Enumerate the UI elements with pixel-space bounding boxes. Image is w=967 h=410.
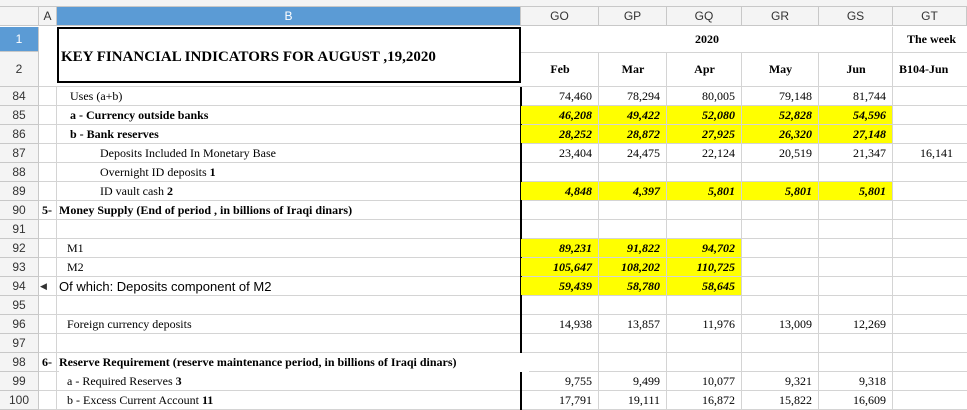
month-apr[interactable]: Apr — [694, 62, 715, 76]
row-marker-icon: ◀ — [40, 281, 47, 291]
cell-value[interactable]: 79,148 — [779, 88, 812, 103]
cell-value[interactable]: 52,080 — [667, 106, 741, 124]
cell-value[interactable]: 23,404 — [559, 145, 592, 160]
row-header-90[interactable]: 90 — [0, 201, 39, 220]
cell-value[interactable]: 94,702 — [667, 239, 741, 257]
week-b104-jun[interactable]: B104-Jun — [899, 62, 949, 76]
sheet-title[interactable] — [57, 27, 521, 83]
cell-value[interactable]: 14,938 — [559, 316, 592, 331]
label-excess-current-account[interactable] — [67, 391, 507, 410]
cell-value[interactable]: 15,822 — [779, 392, 812, 407]
cell-value[interactable]: 105,647 — [521, 258, 598, 276]
column-header-a[interactable]: A — [39, 7, 57, 26]
column-header-b[interactable]: B — [57, 7, 521, 26]
row-header-88[interactable]: 88 — [0, 163, 39, 182]
cell-value[interactable]: 81,744 — [853, 88, 886, 103]
cell-value[interactable]: 26,320 — [742, 125, 818, 143]
row-header-2[interactable]: 2 — [0, 52, 39, 87]
cell-value[interactable]: 13,009 — [779, 316, 812, 331]
label-uses[interactable]: Uses (a+b) — [70, 89, 123, 103]
label-currency-outside-banks[interactable]: a - Currency outside banks — [70, 108, 209, 122]
row-header-97[interactable]: 97 — [0, 334, 39, 353]
cell-value[interactable]: 5,801 — [742, 182, 818, 200]
cell-value[interactable]: 17,791 — [559, 392, 592, 407]
cell-value[interactable]: 11,976 — [702, 316, 735, 331]
cell-value[interactable]: 28,252 — [521, 125, 598, 143]
year-header[interactable]: 2020 — [695, 32, 719, 46]
footnote-ref: 2 — [166, 184, 173, 198]
cell-value[interactable]: 27,925 — [667, 125, 741, 143]
label-overnight-deposits[interactable] — [100, 163, 510, 182]
section-number-5[interactable]: 5- — [42, 203, 52, 217]
cell-value[interactable]: 19,111 — [627, 392, 660, 407]
cell-value[interactable]: 54,596 — [819, 106, 892, 124]
row-header-99[interactable]: 99 — [0, 372, 39, 391]
cell-value[interactable]: 89,231 — [521, 239, 598, 257]
cell-value[interactable]: 4,397 — [599, 182, 666, 200]
row-header-89[interactable]: 89 — [0, 182, 39, 201]
footnote-ref: 1 — [209, 165, 216, 179]
cell-value[interactable]: 24,475 — [627, 145, 660, 160]
cell-value[interactable]: 110,725 — [667, 258, 741, 276]
cell-value[interactable]: 91,822 — [599, 239, 666, 257]
row-header-92[interactable]: 92 — [0, 239, 39, 258]
select-all-corner[interactable] — [0, 7, 39, 26]
cell-value[interactable]: 21,347 — [853, 145, 886, 160]
cell-value[interactable]: 9,318 — [859, 373, 886, 388]
cell-value[interactable]: 52,828 — [742, 106, 818, 124]
cell-value[interactable]: 59,439 — [521, 277, 598, 295]
label-excess-current-account-text: b - Excess Current Account — [67, 393, 199, 407]
row-header-91[interactable]: 91 — [0, 220, 39, 239]
column-header-gp[interactable]: GP — [599, 7, 667, 26]
cell-value[interactable]: 49,422 — [599, 106, 666, 124]
label-required-reserves-text: a - Required Reserves — [67, 374, 173, 388]
row-header-86[interactable]: 86 — [0, 125, 39, 144]
cell-value[interactable]: 12,269 — [853, 316, 886, 331]
cell-value[interactable]: 9,499 — [633, 373, 660, 388]
column-header-gq[interactable]: GQ — [667, 7, 742, 26]
label-overnight-deposits-text: Overnight ID deposits — [100, 165, 207, 179]
row-header-85[interactable]: 85 — [0, 106, 39, 125]
cell-value[interactable]: 46,208 — [521, 106, 598, 124]
cell-value[interactable]: 10,077 — [702, 373, 735, 388]
top-strip — [0, 0, 967, 7]
column-header-gt[interactable]: GT — [893, 7, 967, 26]
column-header-go[interactable]: GO — [521, 7, 599, 26]
row-header-93[interactable]: 93 — [0, 258, 39, 277]
cell-value[interactable]: 74,460 — [559, 88, 592, 103]
cell-value[interactable]: 58,645 — [667, 277, 741, 295]
cell-value[interactable]: 13,857 — [627, 316, 660, 331]
footnote-ref: 11 — [201, 393, 214, 407]
cell-value[interactable]: 20,519 — [779, 145, 812, 160]
label-vault-cash-text: ID vault cash — [100, 184, 164, 198]
row-header-96[interactable]: 96 — [0, 315, 39, 334]
label-deposits-monetary-base[interactable]: Deposits Included In Monetary Base — [100, 146, 276, 160]
cell-value[interactable]: 27,148 — [819, 125, 892, 143]
row-header-100[interactable]: 100 — [0, 391, 39, 410]
cell-value[interactable]: 9,755 — [565, 373, 592, 388]
month-mar[interactable]: Mar — [621, 62, 645, 76]
row-header-87[interactable]: 87 — [0, 144, 39, 163]
month-may[interactable]: May — [768, 62, 793, 76]
row-header-84[interactable]: 84 — [0, 87, 39, 106]
week-header[interactable]: The week — [907, 32, 956, 46]
section-reserve-requirement[interactable]: Reserve Requirement (reserve maintenance period, in billions of Iraqi dinars) — [59, 353, 529, 372]
cell-value[interactable]: 108,202 — [599, 258, 666, 276]
label-vault-cash[interactable] — [100, 182, 510, 201]
section-number-6[interactable]: 6- — [42, 355, 52, 369]
cell-value[interactable]: 22,124 — [702, 145, 735, 160]
label-bank-reserves[interactable]: b - Bank reserves — [70, 127, 159, 141]
month-feb[interactable]: Feb — [550, 62, 570, 76]
cell-value[interactable]: 80,005 — [702, 88, 735, 103]
label-m2[interactable]: M2 — [67, 260, 84, 274]
cell-value[interactable]: 16,141 — [920, 145, 953, 160]
cell-value[interactable]: 9,321 — [785, 373, 812, 388]
cell-value[interactable]: 4,848 — [521, 182, 598, 200]
row-header-1[interactable]: 1 — [0, 27, 39, 52]
row-header-98[interactable]: 98 — [0, 353, 39, 372]
sheet-title-text: KEY FINANCIAL INDICATORS FOR AUGUST ,19,2020 — [61, 49, 436, 65]
cell-value[interactable]: 58,780 — [599, 277, 666, 295]
row-header-95[interactable]: 95 — [0, 296, 39, 315]
cell-value[interactable]: 5,801 — [819, 182, 892, 200]
label-deposits-component-m2[interactable]: Of which: Deposits component of M2 — [59, 279, 272, 294]
label-required-reserves[interactable] — [67, 372, 507, 391]
cell-value[interactable]: 28,872 — [599, 125, 666, 143]
footnote-ref: 3 — [175, 374, 182, 388]
cell-value[interactable]: 16,609 — [853, 392, 886, 407]
label-m1[interactable]: M1 — [67, 241, 84, 255]
label-foreign-currency-deposits[interactable]: Foreign currency deposits — [67, 317, 192, 331]
month-jun[interactable]: Jun — [846, 62, 866, 76]
column-header-gr[interactable]: GR — [742, 7, 819, 26]
row-header-94[interactable]: 94 — [0, 277, 39, 296]
cell-value[interactable]: 78,294 — [627, 88, 660, 103]
cell-value[interactable]: 5,801 — [667, 182, 741, 200]
cell-value[interactable]: 16,872 — [702, 392, 735, 407]
section-money-supply[interactable]: Money Supply (End of period , in billions of Iraqi dinars) — [59, 203, 353, 217]
column-header-gs[interactable]: GS — [819, 7, 893, 26]
